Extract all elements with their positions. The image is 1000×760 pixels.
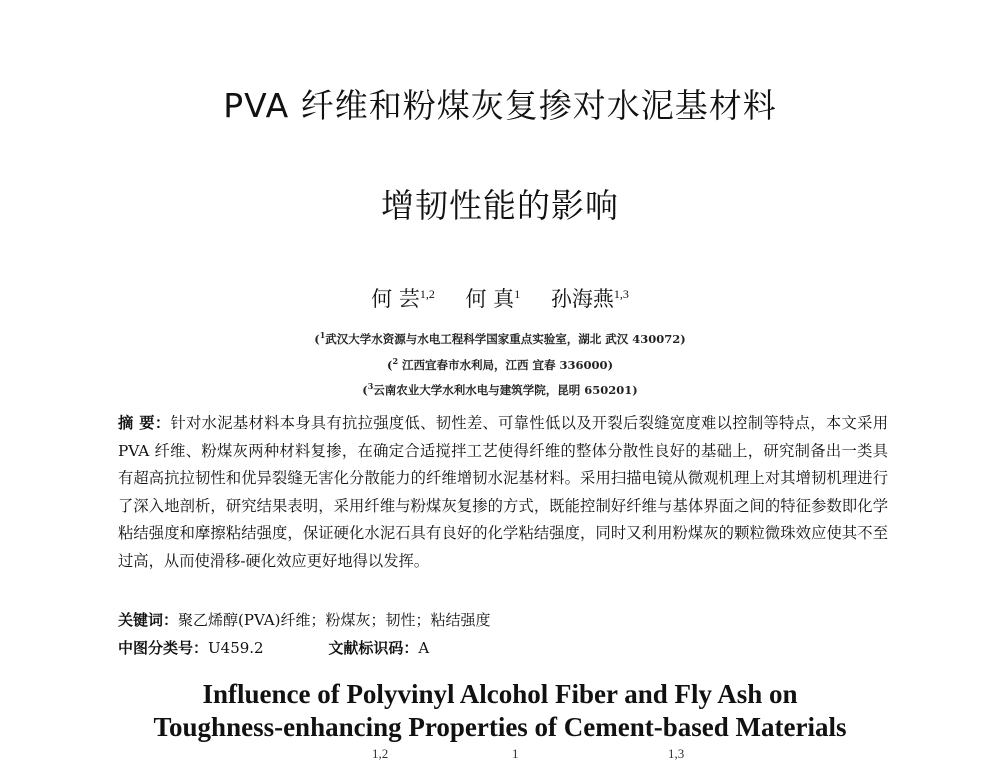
author: 何 芸$^{1,2}$ bbox=[371, 287, 435, 311]
keywords bbox=[118, 609, 490, 630]
english-author-marks bbox=[0, 746, 1000, 760]
keywords-label: 关键词： bbox=[118, 611, 179, 629]
author-affiliation-mark: 1 bbox=[514, 287, 521, 301]
affiliation: ($^2$ 江西宜春市水利局，江西 宜春 336000) bbox=[386, 356, 614, 372]
english-author-mark: 1,3 bbox=[668, 746, 685, 760]
author: 何 真$^1$ bbox=[465, 287, 521, 311]
clc-value: U459.2 bbox=[208, 639, 264, 657]
title-line-2: 增韧性能的影响 bbox=[381, 186, 619, 225]
title-line-1: PVA 纤维和粉煤灰复掺对水泥基材料 bbox=[223, 86, 777, 125]
abstract bbox=[118, 410, 888, 575]
author-list bbox=[0, 283, 1000, 313]
abstract-text: 针对水泥基材料本身具有抗拉强度低、韧性差、可靠性低以及开裂后裂缝宽度难以控制等特点，本文采用 PVA 纤维、粉煤灰两种材料复掺，在确定合适搅拌工艺使得纤维的整体分散性良好的基础上，研究制备出一类具有超高抗拉韧性和优异裂缝无害化分散能力的纤维增韧水泥基材料。采用扫描电镜从微观机理上对其增韧机理进行了深入地剖析，研究结果表明，采用纤维与粉煤灰复掺的方式，既能控制好纤维与基体界面之间的特征参数即化学粘结强度和摩擦粘结强度，保证硬化水泥石具有良好的化学粘结强度，同时又利用粉煤灰的颗粒微珠效应使其不至过高，从而使滑移-硬化效应更好地得以发挥。 bbox=[118, 414, 888, 570]
author-affiliation-mark: 1,3 bbox=[613, 287, 629, 301]
doc-code-value: A bbox=[418, 639, 430, 657]
author: 孙海燕$^{1,3}$ bbox=[550, 287, 629, 311]
affiliation: ($^3$云南农业大学水利水电与建筑学院，昆明 650201) bbox=[362, 381, 638, 397]
author-affiliation-mark: 1,2 bbox=[419, 287, 435, 301]
abstract-label: 摘 要： bbox=[118, 414, 171, 432]
classification bbox=[118, 637, 429, 658]
english-author-mark: 1,2 bbox=[372, 746, 389, 760]
keywords-text: 聚乙烯醇(PVA)纤维；粉煤灰；韧性；粘结强度 bbox=[178, 611, 491, 629]
clc-label: 中图分类号： bbox=[118, 639, 209, 657]
english-title-line-2: Toughness-enhancing Properties of Cement-based Materials bbox=[153, 712, 847, 742]
english-title-line-1: Influence of Polyvinyl Alcohol Fiber and Fly Ash on bbox=[202, 679, 798, 709]
english-author-mark: 1 bbox=[512, 746, 519, 760]
doc-code-label: 文献标识码： bbox=[328, 639, 419, 657]
affiliation: ($^1$武汉大学水资源与水电工程科学国家重点实验室，湖北 武汉 430072) bbox=[314, 330, 686, 346]
